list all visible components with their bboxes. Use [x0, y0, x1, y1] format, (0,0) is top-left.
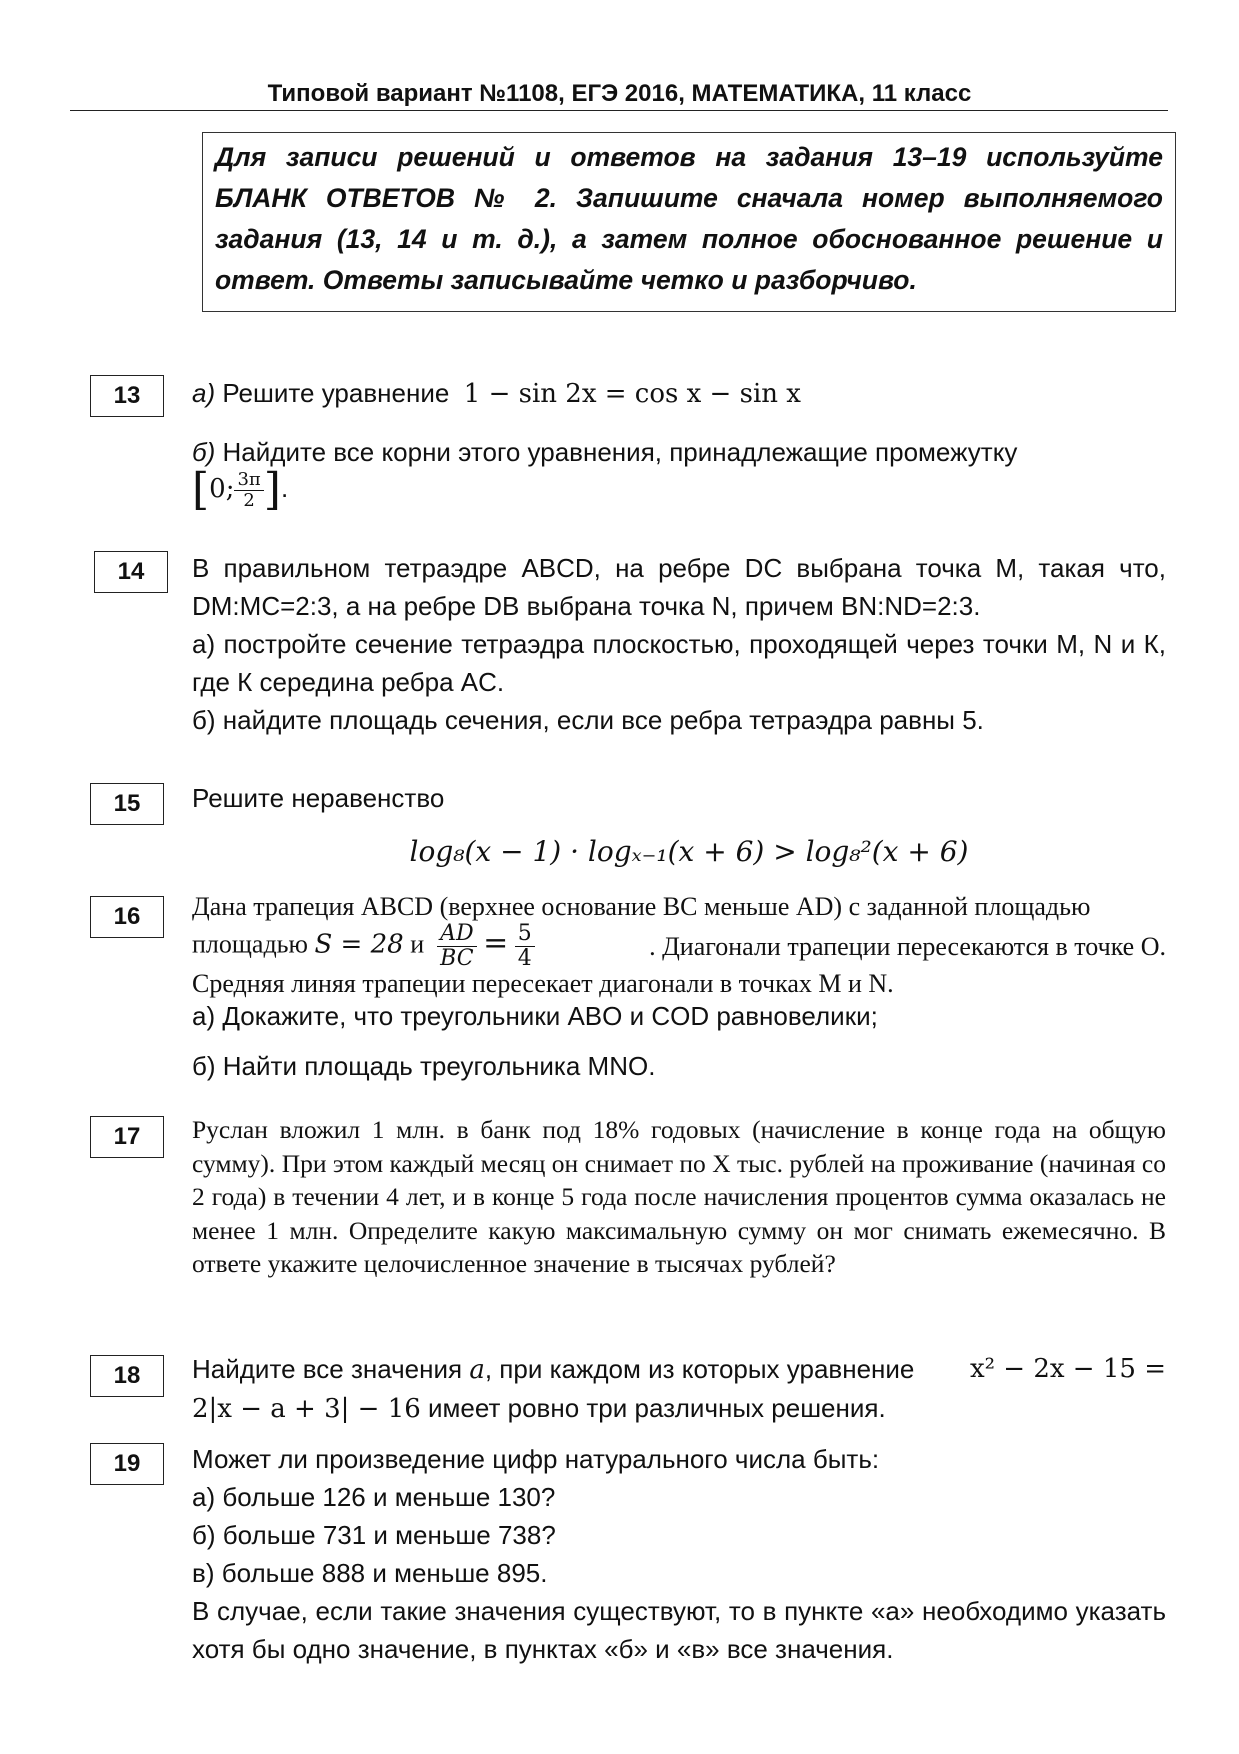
task-14 [192, 549, 1166, 739]
task-15-text: Решите неравенство [192, 783, 445, 813]
task-16 [192, 888, 1166, 1085]
task-14-condition: В правильном тетраэдре ABCD, на ребре DC выбрана точка M, такая что, DM:MC=2:3, а на ребре DB выбрана точка N, причем BN:ND=2:3. [192, 553, 1166, 621]
task-18-equation-part2: 2|x − a + 3| − 16 [192, 1394, 421, 1424]
task-number-19: 19 [90, 1443, 164, 1485]
task-number-13: 13 [90, 375, 164, 417]
task-19-question: Может ли произведение цифр натурального числа быть: [192, 1444, 880, 1474]
task-18-parameter: a [469, 1355, 485, 1385]
task-16-part-b: б) Найти площадь треугольника MNO. [192, 1051, 656, 1082]
task-number-16: 16 [90, 896, 164, 938]
task-16-area-word: площадью [192, 929, 308, 959]
task-16-midline: Средняя линяя трапеции пересекает диагонали в точках M и N. [192, 969, 894, 999]
task-number-18: 18 [90, 1355, 164, 1397]
task-16-area: S = 28 [314, 929, 404, 960]
task-14-part-a: а) постройте сечение тетраэдра плоскостью, проходящей через точки M, N и К, где К середина ребра AC. [192, 629, 1166, 697]
task-17 [192, 1113, 1166, 1281]
instruction-box [202, 132, 1176, 312]
task-19-note: В случае, если такие значения существуют, то в пункте «а» необходимо указать хотя бы одно значение, в пунктах «б» и «в» все значения. [192, 1596, 1166, 1664]
task-19-part-c: в) больше 888 и меньше 895. [192, 1558, 548, 1588]
task-17-text: Руслан вложил 1 млн. в банк под 18% годовых (начисление в конце года на общую сумму). При этом каждый месяц он снимает по Х тыс. рублей на проживание (начиная со 2 года) в течении 4 лет, и в конце 5 года после начисления процентов сумма оказалась не менее 1 млн. Определите какую максимальную сумму он мог снимать ежемесячно. В ответе укажите целочисленное значение в тысячах рублей? [192, 1115, 1166, 1278]
task-13-interval-start: 0; [209, 474, 235, 504]
task-13-interval-fraction: $\frac{3\pi}{2}$ [234, 470, 263, 511]
task-16-ratio-left: $\frac{AD}{BC}$ [437, 922, 477, 971]
task-16-intro: Дана трапеция ABCD (верхнее основание BC меньше AD) с заданной площадью [192, 892, 1091, 921]
task-13-equation: 1 − sin 2x = cos x − sin x [463, 379, 801, 409]
task-16-part-a: а) Докажите, что треугольники ABO и COD равновелики; [192, 1001, 878, 1032]
task-19-part-a: а) больше 126 и меньше 130? [192, 1482, 556, 1512]
task-number-17: 17 [90, 1116, 164, 1158]
page-title: Типовой вариант №1108, ЕГЭ 2016, МАТЕМАТИКА, 11 класс [267, 80, 972, 107]
task-18: Найдите все значения a, при каждом из которых уравнение x² − 2x − 15 = 2|x − a + 3| − 16 имеет ровно три различных решения. [192, 1350, 1166, 1428]
task-13-b-text: Найдите все корни этого уравнения, принадлежащие промежутку [222, 437, 1018, 467]
task-15-formula: log₈(x − 1) · logₓ₋₁(x + 6) > log₈²(x + 6) [409, 835, 969, 868]
task-16-condition: площадью S = 28 и $\frac{AD}{BC}$ = $\frac{5}{4}$ . Диагонали трапеции пересекаются в точке O. [192, 921, 1166, 972]
task-16-diagonals: . Диагонали трапеции пересекаются в точке O. [649, 931, 1166, 961]
task-13-a-text: Решите уравнение [222, 378, 450, 408]
task-18-equation-part1: x² − 2x − 15 = [969, 1354, 1166, 1384]
instruction-text: Для записи решений и ответов на задания 13–19 используйте БЛАНК ОТВЕТОВ № 2. Запишите сначала номер выполняемого задания (13, 14 и т. д.), а затем полное обоснованное решение и ответ. Ответы записывайте четко и разборчиво. [215, 142, 1163, 295]
task-13: а) Решите уравнение 1 − sin 2x = cos x − sin x б) Найдите все корни этого уравнения, принадлежащие промежутку [0; $\frac{3\pi}{2}$ ]. [192, 378, 1018, 516]
task-16-ratio-right: $\frac{5}{4}$ [515, 922, 535, 971]
task-number-15: 15 [90, 783, 164, 825]
task-15 [192, 779, 1166, 871]
header-divider [70, 110, 1168, 111]
task-19 [192, 1440, 1166, 1668]
task-13-a-label: а) [192, 378, 216, 408]
task-19-part-b: б) больше 731 и меньше 738? [192, 1520, 556, 1550]
task-13-b-label: б) [192, 437, 216, 467]
task-14-part-b: б) найдите площадь сечения, если все ребра тетраэдра равны 5. [192, 705, 984, 735]
task-number-14: 14 [94, 551, 168, 593]
